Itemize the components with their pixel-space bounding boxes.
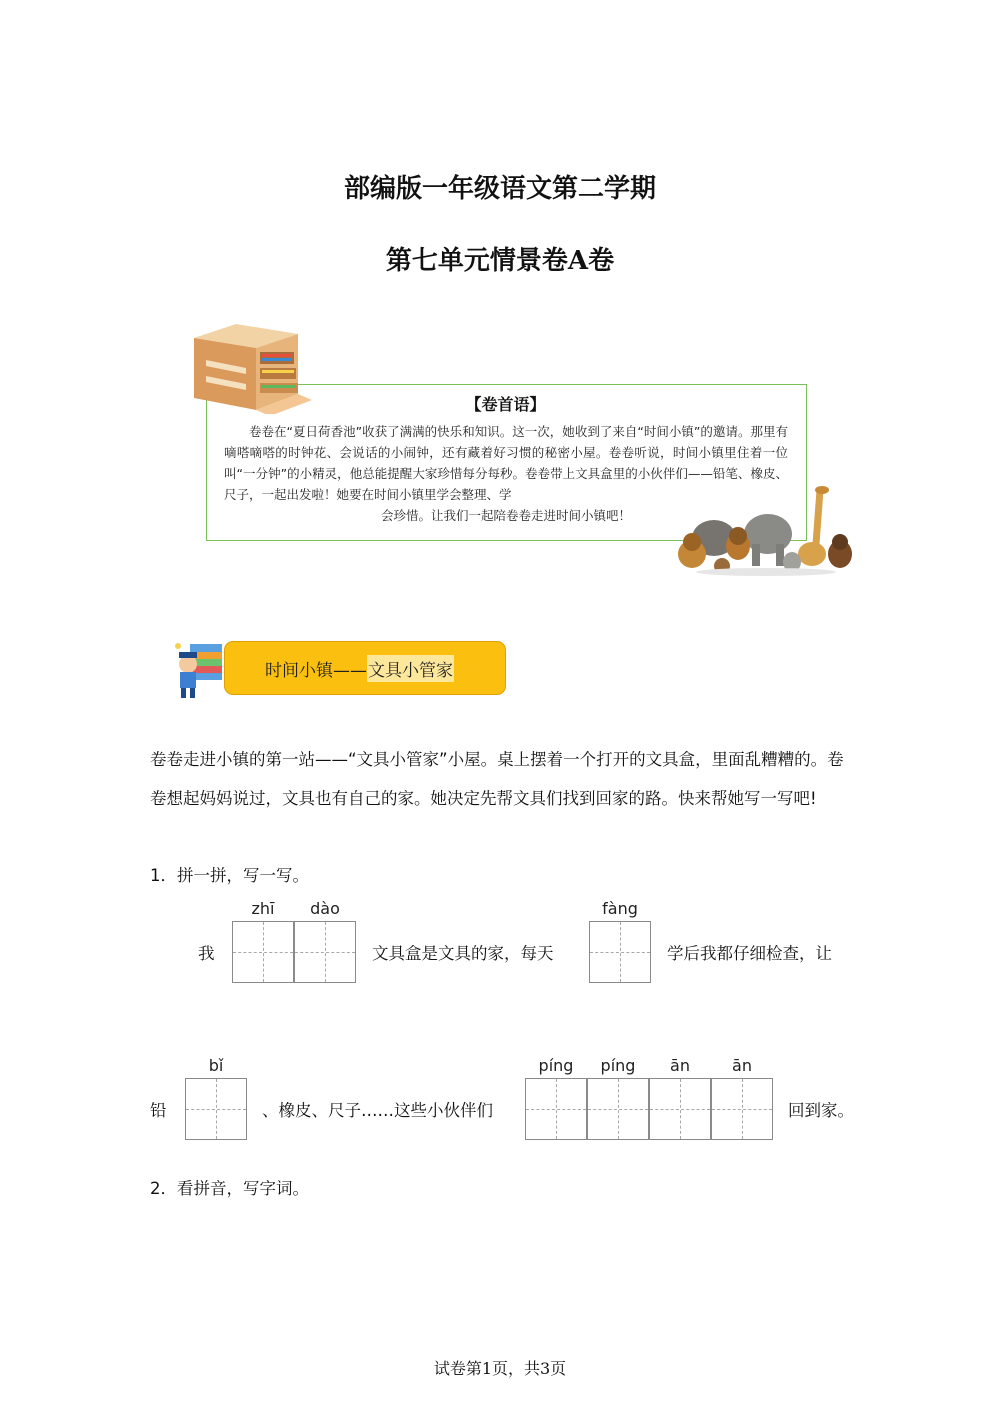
section-label-prefix: 时间小镇—— — [265, 660, 367, 681]
row2-text-1: 铅 — [150, 1101, 167, 1120]
story-paragraph: 卷卷走进小镇的第一站——“文具小管家”小屋。桌上摆着一个打开的文具盒，里面乱糟糟的。卷卷想起妈妈说过，文具也有自己的家。她决定先帮文具们找到回家的路。快来帮她写一写吧! — [150, 750, 844, 808]
page-subtitle: 第七单元情景卷A卷 — [385, 246, 615, 276]
row2-text-3: 回到家。 — [788, 1101, 854, 1120]
writing-box[interactable] — [185, 1078, 247, 1140]
writing-box[interactable] — [232, 921, 294, 983]
writing-box[interactable] — [649, 1078, 711, 1140]
pinyin-ping: píng — [600, 1056, 636, 1075]
intro-heading: 【卷首语】 — [465, 395, 546, 414]
page-footer: 试卷第1页，共3页 — [433, 1359, 567, 1378]
row1-text-1: 我 — [198, 944, 215, 963]
page-title: 部编版一年级语文第二学期 — [343, 174, 656, 204]
writing-box[interactable] — [587, 1078, 649, 1140]
pinyin-fang: fàng — [602, 899, 638, 918]
writing-box[interactable] — [294, 921, 356, 983]
intro-text-body: 卷卷在“夏日荷香池”收获了满满的快乐和知识。这一次，她收到了来自“时间小镇”的邀请。那里有嘀嗒嘀嗒的时钟花、会说话的小闹钟，还有藏着好习惯的秘密小屋。卷卷听说，时间小镇里住着一位叫“一分钟”的小精灵，他总能提醒大家珍惜每分每秒。卷卷带上文具盒里的小伙伴们——铅笔、橡皮、尺子，一起出发啦！她要在时间小镇里学会整理、学 — [224, 424, 788, 502]
pinyin-zhi: zhī — [251, 899, 275, 918]
pinyin-an: ān — [670, 1056, 690, 1075]
section-tag — [224, 641, 506, 695]
pinyin-an: ān — [732, 1056, 752, 1075]
section-label-highlight: 文具小管家 — [367, 655, 454, 682]
pinyin-ping: píng — [538, 1056, 574, 1075]
row1-text-2: 文具盒是文具的家，每天 — [372, 944, 554, 963]
question-1-label: 1．拼一拼，写一写。 — [150, 866, 309, 885]
boy-reading-icon — [170, 640, 226, 702]
row2-text-2: 、橡皮、尺子……这些小伙伴们 — [262, 1101, 493, 1120]
writing-box[interactable] — [525, 1078, 587, 1140]
row1-text-3: 学后我都仔细检查，让 — [667, 944, 832, 963]
pinyin-bi: bǐ — [208, 1056, 224, 1075]
intro-text-last: 会珍惜。让我们一起陪卷卷走进时间小镇吧！ — [380, 508, 631, 523]
question-2-label: 2．看拼音，写字词。 — [150, 1179, 309, 1198]
pinyin-dao: dào — [310, 899, 340, 918]
writing-box[interactable] — [589, 921, 651, 983]
animals-image — [672, 484, 860, 580]
writing-box[interactable] — [711, 1078, 773, 1140]
